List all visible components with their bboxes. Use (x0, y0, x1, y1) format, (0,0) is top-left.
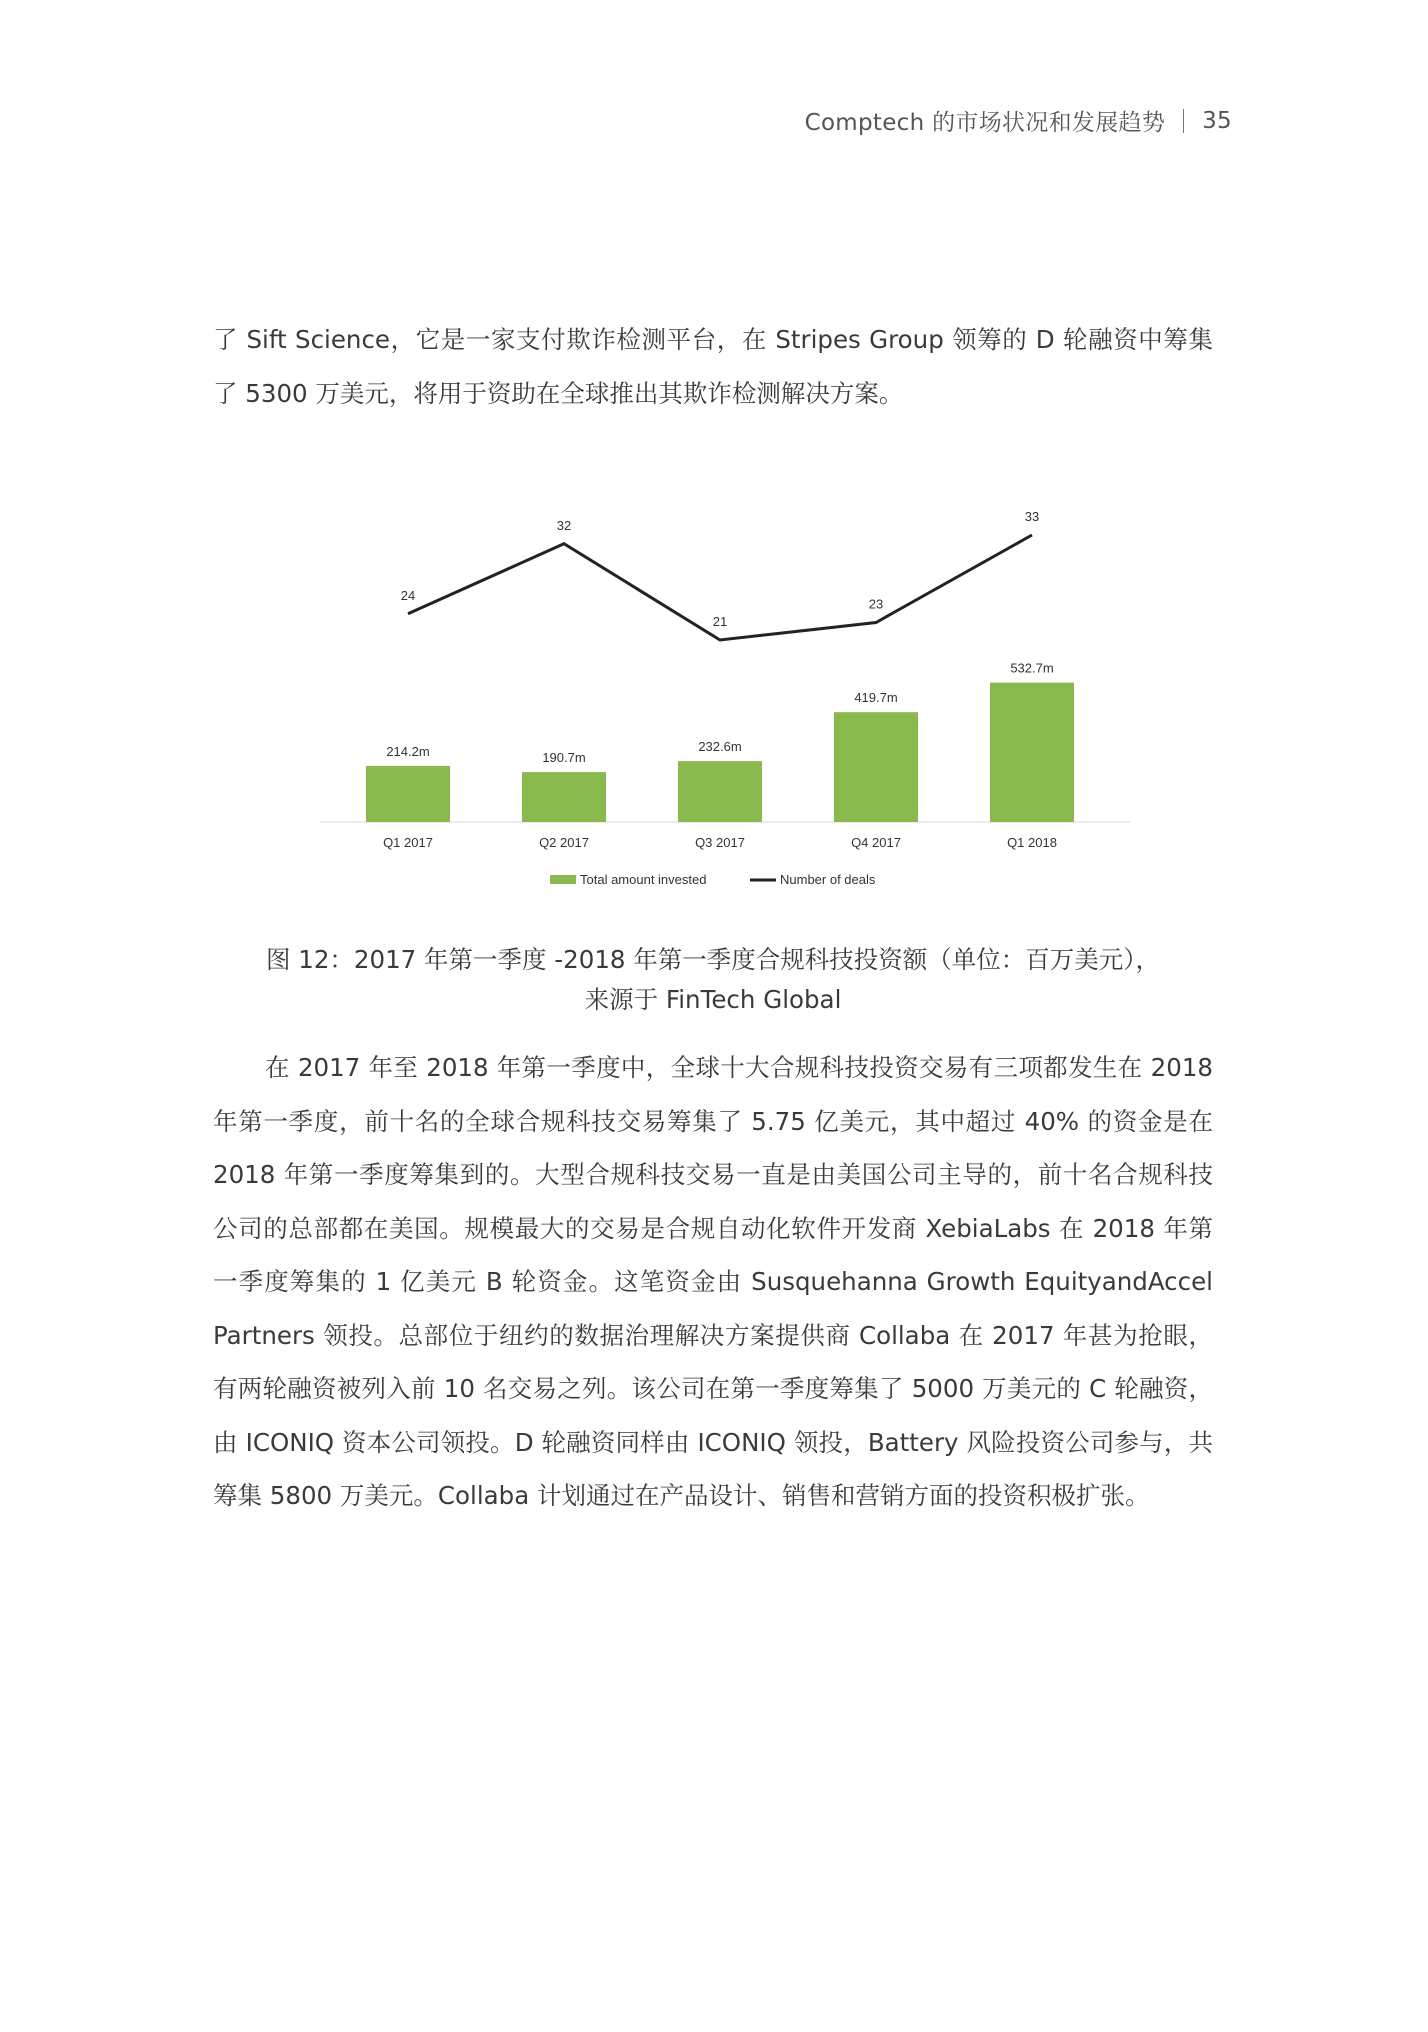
figure-caption (213, 940, 1213, 1020)
investment-chart (310, 495, 1140, 915)
header-divider (1183, 109, 1184, 133)
bar-3 (678, 761, 762, 822)
category-label-3: Q3 2017 (695, 835, 745, 850)
line-label-3: 21 (712, 614, 728, 629)
bar-label-1: 214.2m (386, 743, 430, 759)
bar-label-5: 532.7m (1010, 660, 1054, 676)
line-label-2: 32 (556, 517, 572, 533)
bar-1 (366, 766, 450, 822)
legend-swatch-bars (550, 875, 576, 884)
legend-label-bars: Total amount invested (580, 872, 707, 887)
category-label-5: Q1 2018 (1007, 835, 1057, 850)
caption-line-2: 来源于 FinTech Global (584, 985, 842, 1014)
bar-label-2: 190.7m (542, 750, 586, 766)
paragraph-2: 在 2017 年至 2018 年第一季度中，全球十大合规科技投资交易有三项都发生在 2018 年第一季度，前十名的全球合规科技交易筹集了 5.75 亿美元，其中超过 40% 的资金是在 2018 年第一季度筹集到的。大型合规科技交易一直是由美国公司主导的，前十名合规科技公司的总部都在美国。规模最大的交易是合规自动化软件开发商 XebiaLabs 在 2018 年第一季度筹集的 1 亿美元 B 轮资金。这笔资金由 Susquehanna Growth EquityandAccel Partners 领投。总部位于纽约的数据治理解决方案提供商 Collaba 在 2017 年甚为抢眼，有两轮融资被列入前 10 名交易之列。该公司在第一季度筹集了 5000 万美元的 C 轮融资，由 ICONIQ 资本公司领投。D 轮融资同样由 ICONIQ 领投，Battery 风险投资公司参与，共筹集 5800 万美元。Collaba 计划通过在产品设计、销售和营销方面的投资积极扩张。 (213, 1053, 1213, 1510)
legend-label-line: Number of deals (780, 872, 876, 887)
bar-5 (990, 683, 1074, 822)
bar-label-4: 419.7m (854, 690, 898, 706)
bar-2 (522, 772, 606, 822)
line-label-4: 23 (868, 596, 884, 612)
page-header (805, 104, 1232, 137)
category-label-2: Q2 2017 (539, 835, 589, 850)
header-title: Comptech 的市场状况和发展趋势 (804, 110, 1166, 136)
bar-4 (834, 712, 918, 822)
category-label-4: Q4 2017 (851, 835, 901, 850)
line-label-1: 24 (400, 587, 416, 603)
caption-line-1: 图 12：2017 年第一季度 -2018 年第一季度合规科技投资额（单位：百万美元）， (265, 945, 1161, 974)
paragraph-1: 了 Sift Science，它是一家支付欺诈检测平台，在 Stripes Group 领筹的 D 轮融资中筹集了 5300 万美元，将用于资助在全球推出其欺诈检测解决方案。 (213, 325, 1213, 408)
page-number: 35 (1202, 107, 1232, 134)
category-label-1: Q1 2017 (383, 835, 433, 850)
chart-container (310, 495, 1140, 915)
bar-label-3: 232.6m (698, 739, 742, 755)
line-label-5: 33 (1024, 509, 1040, 524)
